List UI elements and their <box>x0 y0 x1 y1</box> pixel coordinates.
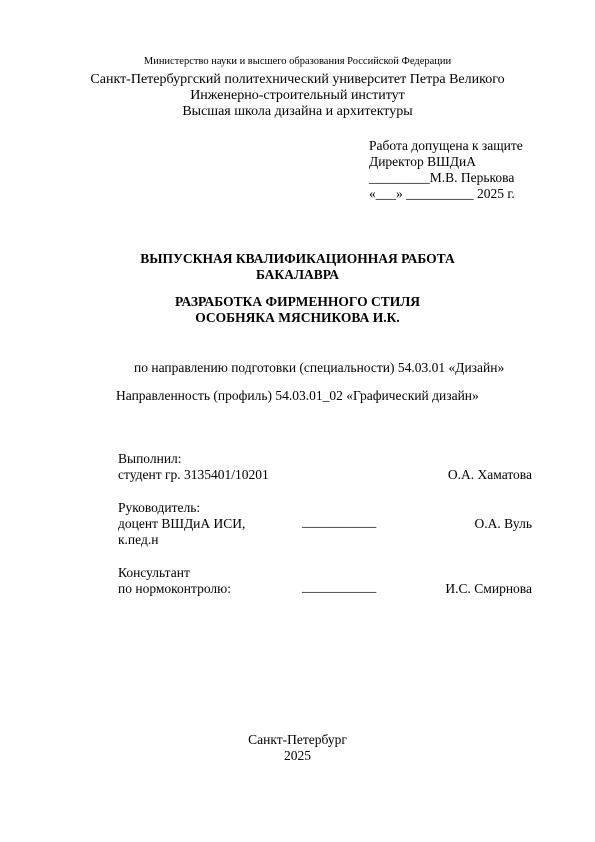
footer-year: 2025 <box>284 748 311 763</box>
topic-line-2: ОСОБНЯКА МЯСНИКОВА И.К. <box>195 310 400 325</box>
direction-line: по направлению подготовки (специальности) 54.03.01 «Дизайн» <box>134 360 505 375</box>
supervisor-name: О.А. Вуль <box>474 516 532 531</box>
work-type-line-1: ВЫПУСКНАЯ КВАЛИФИКАЦИОННАЯ РАБОТА <box>140 251 455 266</box>
performer-name: О.А. Хаматова <box>447 467 532 482</box>
supervisor-label: Руководитель: <box>118 500 201 515</box>
topic-line-1: РАЗРАБОТКА ФИРМЕННОГО СТИЛЯ <box>174 294 421 309</box>
approval-line-1: Работа допущена к защите <box>369 138 523 153</box>
approval-line-4: «___» __________ 2025 г. <box>369 186 515 201</box>
supervisor-role-line-1: доцент ВШДиА ИСИ, <box>118 516 246 531</box>
school-line: Высшая школа дизайна и архитектуры <box>182 104 413 119</box>
consultant-signature-line: ___________ <box>302 579 377 594</box>
approval-line-3: _________М.В. Перькова <box>369 170 515 185</box>
work-type-line-2: БАКАЛАВРА <box>255 267 340 282</box>
institute-line: Инженерно-строительный институт <box>190 88 405 103</box>
ministry-line: Министерство науки и высшего образования Российской Федерации <box>143 56 452 67</box>
footer-city: Санкт-Петербург <box>248 732 347 747</box>
approval-line-2: Директор ВШДиА <box>369 154 476 169</box>
consultant-role: по нормоконтролю: <box>118 581 231 596</box>
performer-label: Выполнил: <box>118 451 182 466</box>
supervisor-signature-line: ___________ <box>302 514 377 529</box>
consultant-label: Консультант <box>118 565 190 580</box>
university-line: Санкт-Петербургский политехнический университет Петра Великого <box>90 72 505 87</box>
profile-line: Направленность (профиль) 54.03.01_02 «Графический дизайн» <box>116 388 479 403</box>
supervisor-role-line-2: к.пед.н <box>118 532 159 547</box>
consultant-name: И.С. Смирнова <box>445 581 532 596</box>
performer-role: студент гр. 3135401/10201 <box>118 467 269 482</box>
